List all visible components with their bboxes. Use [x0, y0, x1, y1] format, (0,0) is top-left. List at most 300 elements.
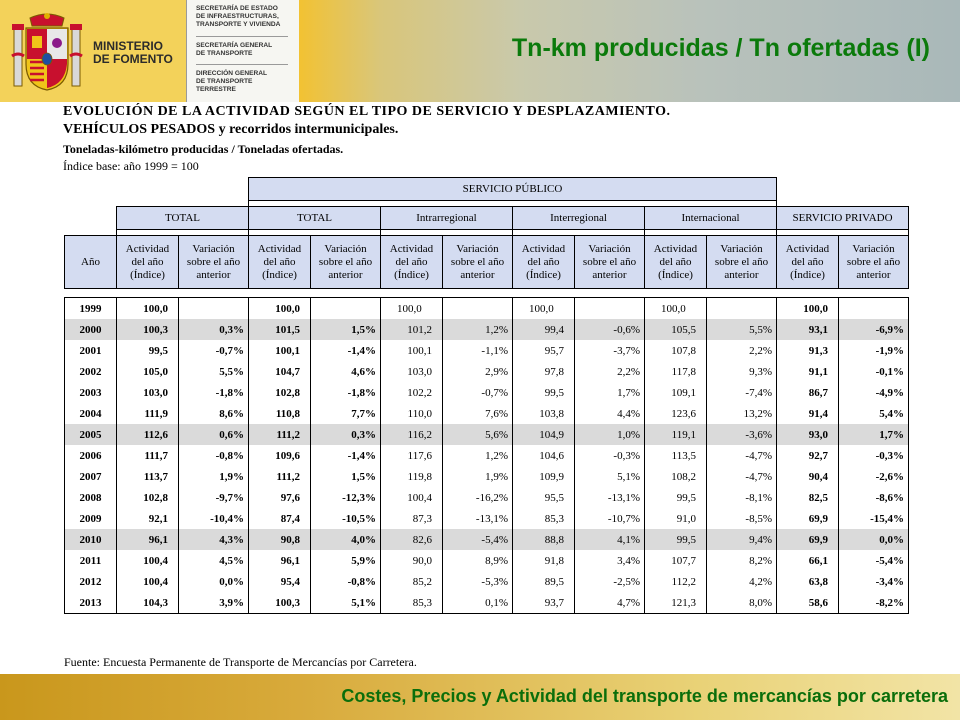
- variation-cell: 8,2%: [707, 550, 777, 571]
- sub-header-line: anterior: [460, 268, 495, 281]
- year-cell: 2000: [65, 319, 117, 340]
- variation-cell: 1,2%: [443, 319, 513, 340]
- variation-cell: -4,7%: [707, 445, 777, 466]
- table-row: [65, 340, 909, 361]
- activity-cell: 103,0: [381, 361, 443, 382]
- variation-cell: 5,5%: [707, 319, 777, 340]
- activity-cell: 82,6: [381, 529, 443, 550]
- activity-cell: 110,0: [381, 403, 443, 424]
- col-header-international: Internacional: [645, 207, 777, 230]
- activity-cell: 100,1: [381, 340, 443, 361]
- activity-cell: 111,2: [249, 424, 311, 445]
- header-banner: [0, 0, 960, 102]
- sub-header-line: sobre el año: [186, 255, 241, 268]
- activity-cell: 99,5: [513, 382, 575, 403]
- activity-cell: 100,4: [117, 571, 179, 592]
- variation-cell: -8,6%: [839, 487, 909, 508]
- year-cell: 2006: [65, 445, 117, 466]
- activity-cell: 112,6: [117, 424, 179, 445]
- sub-header-activity: [777, 236, 839, 289]
- table-row: [65, 361, 909, 382]
- sub-header-line: Variación: [852, 242, 895, 255]
- variation-cell: 8,0%: [707, 592, 777, 614]
- activity-cell: 89,5: [513, 571, 575, 592]
- variation-cell: 0,0%: [839, 529, 909, 550]
- sub-header-line: anterior: [328, 268, 363, 281]
- slide-title: Tn-km producidas / Tn ofertadas (I): [511, 34, 930, 62]
- variation-cell: 5,1%: [311, 592, 381, 614]
- variation-cell: -2,6%: [839, 466, 909, 487]
- sub-header-line: anterior: [724, 268, 759, 281]
- table-row: [65, 508, 909, 529]
- variation-cell: -4,7%: [707, 466, 777, 487]
- activity-cell: 103,0: [117, 382, 179, 403]
- activity-cell: 100,0: [513, 298, 575, 320]
- variation-cell: -0,7%: [443, 382, 513, 403]
- activity-cell: 113,7: [117, 466, 179, 487]
- activity-cell: 99,5: [645, 529, 707, 550]
- variation-cell: -0,8%: [179, 445, 249, 466]
- sub-header-variation: [707, 236, 777, 289]
- variation-cell: 3,9%: [179, 592, 249, 614]
- secretariat-block: [186, 0, 299, 102]
- table-row: [65, 550, 909, 571]
- activity-cell: 90,4: [777, 466, 839, 487]
- activity-cell: 109,1: [645, 382, 707, 403]
- activity-cell: 85,3: [381, 592, 443, 614]
- activity-cell: 113,5: [645, 445, 707, 466]
- ministry-line1: MINISTERIO: [93, 39, 164, 53]
- activity-cell: 105,0: [117, 361, 179, 382]
- activity-cell: 87,3: [381, 508, 443, 529]
- activity-cell: 116,2: [381, 424, 443, 445]
- variation-cell: 1,0%: [575, 424, 645, 445]
- activity-cell: 110,8: [249, 403, 311, 424]
- variation-cell: 0,1%: [443, 592, 513, 614]
- caption-measure: Toneladas-kilómetro producidas / Toneladas ofertadas.: [63, 142, 344, 156]
- variation-cell: 8,6%: [179, 403, 249, 424]
- variation-cell: 9,4%: [707, 529, 777, 550]
- variation-cell: -3,7%: [575, 340, 645, 361]
- variation-cell: 1,7%: [575, 382, 645, 403]
- secretariat-general: [196, 42, 296, 58]
- activity-cell: 91,4: [777, 403, 839, 424]
- sub-header-line: del año: [527, 255, 560, 268]
- general-directorate: [196, 70, 296, 94]
- variation-cell: 2,2%: [707, 340, 777, 361]
- variation-cell: [443, 298, 513, 320]
- variation-cell: 4,0%: [311, 529, 381, 550]
- variation-cell: 1,9%: [179, 466, 249, 487]
- footer-title: Costes, Precios y Actividad del transporte de mercancías por carretera: [341, 686, 948, 706]
- sub-header-line: Variación: [192, 242, 235, 255]
- activity-cell: 105,5: [645, 319, 707, 340]
- sub-header-line: del año: [791, 255, 824, 268]
- group-header-row: [65, 178, 909, 201]
- variation-cell: -7,4%: [707, 382, 777, 403]
- variation-cell: 0,0%: [179, 571, 249, 592]
- variation-cell: 2,9%: [443, 361, 513, 382]
- variation-cell: 4,6%: [311, 361, 381, 382]
- col-header-interregional: Interregional: [513, 207, 645, 230]
- activity-cell: 102,2: [381, 382, 443, 403]
- year-cell: 2001: [65, 340, 117, 361]
- year-cell: 2004: [65, 403, 117, 424]
- separator-row: [65, 289, 909, 298]
- variation-cell: [311, 298, 381, 320]
- variation-cell: [575, 298, 645, 320]
- variation-cell: 7,6%: [443, 403, 513, 424]
- activity-cell: 92,1: [117, 508, 179, 529]
- year-cell: 1999: [65, 298, 117, 320]
- variation-cell: 4,7%: [575, 592, 645, 614]
- year-cell: 2005: [65, 424, 117, 445]
- activity-cell: 85,2: [381, 571, 443, 592]
- variation-cell: -10,7%: [575, 508, 645, 529]
- activity-cell: 107,7: [645, 550, 707, 571]
- variation-cell: 1,2%: [443, 445, 513, 466]
- sub-header-line: anterior: [592, 268, 627, 281]
- variation-cell: 4,1%: [575, 529, 645, 550]
- sec3-line1: DIRECCIÓN GENERAL: [196, 70, 268, 77]
- sub-header-line: del año: [659, 255, 692, 268]
- sub-header-line: Actividad: [257, 242, 302, 255]
- activity-cell: 100,0: [777, 298, 839, 320]
- sub-header-line: anterior: [196, 268, 231, 281]
- variation-cell: -8,2%: [839, 592, 909, 614]
- activity-cell: 104,6: [513, 445, 575, 466]
- variation-cell: -13,1%: [443, 508, 513, 529]
- variation-cell: -8,1%: [707, 487, 777, 508]
- sub-header-line: (Índice): [130, 268, 165, 281]
- activity-cell: 91,8: [513, 550, 575, 571]
- activity-cell: 99,5: [645, 487, 707, 508]
- variation-cell: -5,4%: [839, 550, 909, 571]
- variation-cell: -0,3%: [575, 445, 645, 466]
- col-header-private-service: SERVICIO PRIVADO: [777, 207, 909, 230]
- sub-header-variation: [311, 236, 381, 289]
- activity-cell: 93,1: [777, 319, 839, 340]
- activity-table: [64, 177, 909, 614]
- variation-cell: -4,9%: [839, 382, 909, 403]
- sub-header-activity: [645, 236, 707, 289]
- activity-cell: 100,0: [117, 298, 179, 320]
- activity-cell: 91,3: [777, 340, 839, 361]
- activity-cell: 100,4: [381, 487, 443, 508]
- variation-cell: 3,4%: [575, 550, 645, 571]
- sub-header-line: Variación: [720, 242, 763, 255]
- ministry-logo: [0, 0, 186, 102]
- sub-header-line: (Índice): [658, 268, 693, 281]
- sec3-line3: TERRESTRE: [196, 86, 236, 93]
- variation-cell: -2,5%: [575, 571, 645, 592]
- caption-vehicles: VEHÍCULOS PESADOS y recorridos intermunicipales.: [63, 122, 399, 137]
- sub-header-activity: [117, 236, 179, 289]
- sub-header-year: Año: [65, 236, 117, 289]
- table-row: [65, 529, 909, 550]
- activity-cell: 100,0: [249, 298, 311, 320]
- sub-header-line: (Índice): [394, 268, 429, 281]
- variation-cell: 4,2%: [707, 571, 777, 592]
- activity-cell: 117,8: [645, 361, 707, 382]
- divider: [196, 36, 288, 37]
- variation-cell: -5,4%: [443, 529, 513, 550]
- activity-cell: 111,7: [117, 445, 179, 466]
- table-row: [65, 592, 909, 614]
- sub-header-line: (Índice): [790, 268, 825, 281]
- sub-header-line: del año: [395, 255, 428, 268]
- year-cell: 2013: [65, 592, 117, 614]
- activity-cell: 112,2: [645, 571, 707, 592]
- variation-cell: -5,3%: [443, 571, 513, 592]
- year-cell: 2003: [65, 382, 117, 403]
- activity-cell: 104,3: [117, 592, 179, 614]
- variation-cell: -3,4%: [839, 571, 909, 592]
- variation-cell: 5,4%: [839, 403, 909, 424]
- sub-header-line: sobre el año: [450, 255, 505, 268]
- activity-cell: 69,9: [777, 529, 839, 550]
- sub-header-line: anterior: [856, 268, 891, 281]
- activity-cell: 102,8: [249, 382, 311, 403]
- sub-header-line: Actividad: [653, 242, 698, 255]
- activity-cell: 123,6: [645, 403, 707, 424]
- year-cell: 2010: [65, 529, 117, 550]
- footer-banner: [0, 674, 960, 720]
- variation-cell: -10,5%: [311, 508, 381, 529]
- year-cell: 2012: [65, 571, 117, 592]
- divider: [196, 64, 288, 65]
- variation-cell: -1,4%: [311, 445, 381, 466]
- variation-cell: -1,8%: [311, 382, 381, 403]
- sub-header-line: Actividad: [125, 242, 170, 255]
- activity-cell: 100,3: [117, 319, 179, 340]
- sub-header-row: [65, 236, 909, 289]
- variation-cell: -0,7%: [179, 340, 249, 361]
- table-row: [65, 298, 909, 320]
- variation-cell: 1,7%: [839, 424, 909, 445]
- variation-cell: -8,5%: [707, 508, 777, 529]
- variation-cell: 5,1%: [575, 466, 645, 487]
- activity-cell: 100,0: [381, 298, 443, 320]
- activity-cell: 99,4: [513, 319, 575, 340]
- sub-header-line: del año: [263, 255, 296, 268]
- variation-cell: -6,9%: [839, 319, 909, 340]
- activity-cell: 100,0: [645, 298, 707, 320]
- sub-header-line: Variación: [324, 242, 367, 255]
- sub-header-line: sobre el año: [582, 255, 637, 268]
- sub-header-variation: [179, 236, 249, 289]
- variation-cell: -12,3%: [311, 487, 381, 508]
- activity-cell: 117,6: [381, 445, 443, 466]
- activity-cell: 85,3: [513, 508, 575, 529]
- activity-cell: 90,0: [381, 550, 443, 571]
- sub-header-variation: [839, 236, 909, 289]
- sub-header-variation: [443, 236, 513, 289]
- activity-cell: 103,8: [513, 403, 575, 424]
- activity-cell: 88,8: [513, 529, 575, 550]
- sub-header-line: sobre el año: [846, 255, 901, 268]
- activity-cell: 90,8: [249, 529, 311, 550]
- activity-cell: 96,1: [249, 550, 311, 571]
- activity-cell: 104,9: [513, 424, 575, 445]
- sub-header-variation: [575, 236, 645, 289]
- variation-cell: 5,6%: [443, 424, 513, 445]
- table-row: [65, 571, 909, 592]
- table-row: [65, 445, 909, 466]
- year-cell: 2008: [65, 487, 117, 508]
- col-header-total: TOTAL: [117, 207, 249, 230]
- sub-header-line: Actividad: [785, 242, 830, 255]
- variation-cell: 9,3%: [707, 361, 777, 382]
- activity-cell: 107,8: [645, 340, 707, 361]
- activity-cell: 95,5: [513, 487, 575, 508]
- variation-cell: 4,5%: [179, 550, 249, 571]
- activity-cell: 69,9: [777, 508, 839, 529]
- activity-cell: 91,1: [777, 361, 839, 382]
- variation-cell: -13,1%: [575, 487, 645, 508]
- ministry-line2: DE FOMENTO: [93, 52, 173, 66]
- activity-cell: 91,0: [645, 508, 707, 529]
- variation-cell: 5,5%: [179, 361, 249, 382]
- variation-cell: 8,9%: [443, 550, 513, 571]
- variation-cell: -15,4%: [839, 508, 909, 529]
- variation-cell: -9,7%: [179, 487, 249, 508]
- variation-cell: 13,2%: [707, 403, 777, 424]
- activity-cell: 111,2: [249, 466, 311, 487]
- variation-cell: -0,3%: [839, 445, 909, 466]
- coat-of-arms-icon: [10, 12, 84, 94]
- activity-cell: 97,6: [249, 487, 311, 508]
- variation-cell: [839, 298, 909, 320]
- year-cell: 2002: [65, 361, 117, 382]
- variation-cell: 0,3%: [311, 424, 381, 445]
- activity-cell: 100,3: [249, 592, 311, 614]
- activity-cell: 108,2: [645, 466, 707, 487]
- variation-cell: [707, 298, 777, 320]
- activity-cell: 119,1: [645, 424, 707, 445]
- public-service-header: SERVICIO PÚBLICO: [249, 178, 777, 201]
- sub-header-line: del año: [131, 255, 164, 268]
- secretariat-state: [196, 5, 296, 29]
- variation-cell: 5,9%: [311, 550, 381, 571]
- activity-cell: 82,5: [777, 487, 839, 508]
- variation-cell: -0,6%: [575, 319, 645, 340]
- variation-cell: 1,5%: [311, 466, 381, 487]
- activity-cell: 96,1: [117, 529, 179, 550]
- sub-header-line: Variación: [456, 242, 499, 255]
- activity-cell: 93,7: [513, 592, 575, 614]
- variation-cell: -0,1%: [839, 361, 909, 382]
- table-row: [65, 466, 909, 487]
- ministry-name: [93, 40, 173, 66]
- year-cell: 2011: [65, 550, 117, 571]
- variation-cell: -10,4%: [179, 508, 249, 529]
- activity-cell: 111,9: [117, 403, 179, 424]
- activity-cell: 66,1: [777, 550, 839, 571]
- sub-header-line: Actividad: [389, 242, 434, 255]
- activity-cell: 104,7: [249, 361, 311, 382]
- activity-cell: 99,5: [117, 340, 179, 361]
- activity-cell: 92,7: [777, 445, 839, 466]
- sec1-line1: SECRETARÍA DE ESTADO: [196, 5, 278, 12]
- activity-cell: 93,0: [777, 424, 839, 445]
- activity-cell: 121,3: [645, 592, 707, 614]
- variation-cell: 2,2%: [575, 361, 645, 382]
- sub-header-line: sobre el año: [318, 255, 373, 268]
- activity-cell: 102,8: [117, 487, 179, 508]
- activity-cell: 109,9: [513, 466, 575, 487]
- col-header-public-total: TOTAL: [249, 207, 381, 230]
- activity-cell: 100,4: [117, 550, 179, 571]
- activity-cell: 97,8: [513, 361, 575, 382]
- sec1-line2: DE INFRAESTRUCTURAS,: [196, 13, 279, 20]
- sub-header-line: (Índice): [526, 268, 561, 281]
- activity-cell: 109,6: [249, 445, 311, 466]
- variation-cell: -16,2%: [443, 487, 513, 508]
- variation-cell: 1,5%: [311, 319, 381, 340]
- activity-cell: 87,4: [249, 508, 311, 529]
- variation-cell: 7,7%: [311, 403, 381, 424]
- activity-cell: 58,6: [777, 592, 839, 614]
- sub-header-line: Variación: [588, 242, 631, 255]
- column-header-row: [65, 207, 909, 230]
- year-cell: 2009: [65, 508, 117, 529]
- table-row: [65, 382, 909, 403]
- variation-cell: 1,9%: [443, 466, 513, 487]
- caption-title: EVOLUCIÓN DE LA ACTIVIDAD SEGÚN EL TIPO DE SERVICIO Y DESPLAZAMIENTO.: [63, 104, 671, 119]
- sec2-line1: SECRETARÍA GENERAL: [196, 42, 273, 49]
- activity-cell: 101,5: [249, 319, 311, 340]
- activity-cell: 119,8: [381, 466, 443, 487]
- activity-cell: 100,1: [249, 340, 311, 361]
- variation-cell: -0,8%: [311, 571, 381, 592]
- year-cell: 2007: [65, 466, 117, 487]
- sec2-line2: DE TRANSPORTE: [196, 50, 253, 57]
- variation-cell: [179, 298, 249, 320]
- table-row: [65, 403, 909, 424]
- variation-cell: -1,8%: [179, 382, 249, 403]
- sec1-line3: TRANSPORTE Y VIVIENDA: [196, 21, 281, 28]
- variation-cell: 4,3%: [179, 529, 249, 550]
- sub-header-line: sobre el año: [714, 255, 769, 268]
- table-row: [65, 424, 909, 445]
- sub-header-line: Actividad: [521, 242, 566, 255]
- source-note: Fuente: Encuesta Permanente de Transporte de Mercancías por Carretera.: [64, 655, 417, 669]
- table-body: [65, 298, 909, 614]
- table-row: [65, 487, 909, 508]
- col-header-intraregional: Intrarregional: [381, 207, 513, 230]
- sub-header-activity: [381, 236, 443, 289]
- activity-cell: 63,8: [777, 571, 839, 592]
- activity-cell: 95,4: [249, 571, 311, 592]
- variation-cell: -3,6%: [707, 424, 777, 445]
- activity-cell: 101,2: [381, 319, 443, 340]
- variation-cell: 0,3%: [179, 319, 249, 340]
- sub-header-activity: [249, 236, 311, 289]
- activity-cell: 95,7: [513, 340, 575, 361]
- variation-cell: -1,1%: [443, 340, 513, 361]
- activity-cell: 86,7: [777, 382, 839, 403]
- variation-cell: 4,4%: [575, 403, 645, 424]
- sub-header-activity: [513, 236, 575, 289]
- caption-index-base: Índice base: año 1999 = 100: [63, 159, 199, 173]
- sub-header-line: (Índice): [262, 268, 297, 281]
- table-row: [65, 319, 909, 340]
- variation-cell: 0,6%: [179, 424, 249, 445]
- variation-cell: -1,4%: [311, 340, 381, 361]
- sec3-line2: DE TRANSPORTE: [196, 78, 253, 85]
- variation-cell: -1,9%: [839, 340, 909, 361]
